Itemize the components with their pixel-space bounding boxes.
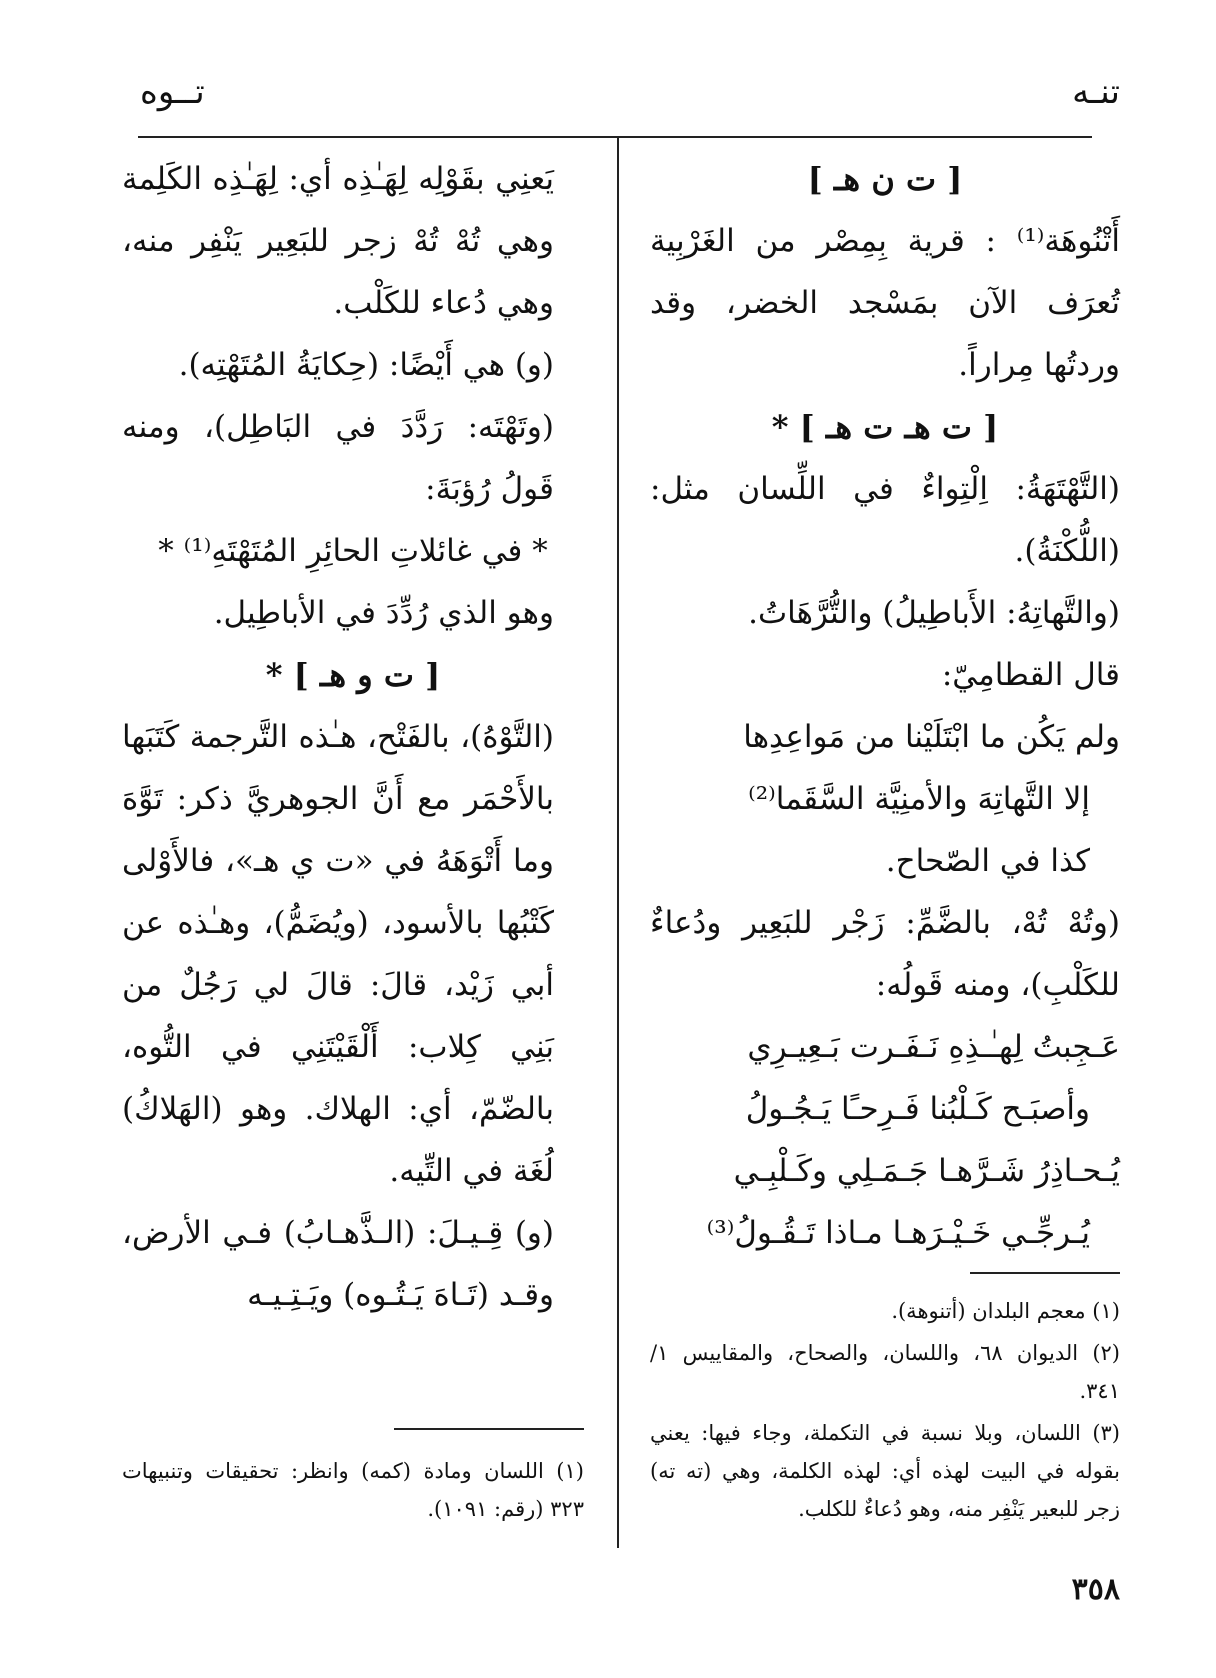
entry-dhahab: (و) قِـيـلَ: (الـذَّهـابُ) فـي الأرض، وقـد (تَـاهَ يَـتُـوه) ويَـتِـيـه [122, 1215, 554, 1313]
column-divider [617, 138, 619, 1548]
entry-tuh-tuh: (وتُهْ تُهْ، بالضَّمِّ: زَجْر للبَعِير ودُعاءٌ للكَلْبِ)، ومنه قَولُه: [650, 905, 1120, 1003]
footnote: (٣) اللسان، وبلا نسبة في التكملة، وجاء فيها: يعني بقوله في البيت لهذه أي: لهذه الكلمة، وهي (ته ته) زجر للبعير يَنْفِر منه، وهو دُعاءٌ للكلب. [650, 1421, 1120, 1521]
verse-line: عَـجِبتُ لِهـٰـذِهِ نَـفَـرت بَـعِيـرِي [747, 1029, 1120, 1065]
running-header-right: تنـه [1072, 72, 1120, 112]
verse-line: يُـرجِّـي خَـيْـرَهـا مـاذا تَـقُـولُ⁽³⁾ [706, 1215, 1090, 1251]
entry-hikaya: (و) هي أَيْضًا: (حِكايَةُ المُتَهْتِه). [178, 347, 554, 383]
verse-line: يُـحـاذِرُ شَـرَّهـا جَـمَـلِي وكَـلْبِـي [733, 1153, 1120, 1189]
quote-intro-qutami: قال القطامِيّ: [941, 657, 1120, 693]
headword-twh: [ ت و هـ ] * [265, 656, 441, 694]
header-rule [138, 136, 1092, 138]
footnote-rule-right [970, 1272, 1120, 1274]
entry-tahtaha: (التَّهْتَهَةُ: اِلْتِواءٌ في اللِّسان مثل: (اللُّكْنَةُ). [650, 471, 1120, 569]
page-number: ٣٥٨ [1071, 1572, 1120, 1607]
entry-atnuha: أَتْنُوهَة⁽¹⁾ : قرية بِمِصْر من الغَرْبِية تُعرَف الآن بمَسْجد الخضر، وقد وردتُها مِراراً. [650, 223, 1120, 383]
running-header-left: تــوه [140, 72, 205, 112]
footnotes-right [650, 1292, 1120, 1532]
headword-th-th: [ ت هـ ت هـ ] * [771, 408, 999, 446]
entry-tahtah: (وتَهْتَه: رَدَّدَ في البَاطِل)، ومنه قَولُ رُؤبَةَ: [122, 409, 554, 507]
verse-line: ولم يَكُن ما ابْتَلَيْنا من مَواعِدِها [743, 719, 1120, 755]
verse-explanation: وهو الذي رُدِّدَ في الأباطِيل. [213, 595, 554, 631]
footnote: (٢) الديوان ٦٨، واللسان، والصحاح، والمقاييس ١/ ٣٤١. [650, 1341, 1120, 1403]
right-column [650, 148, 1120, 1264]
footnote-rule-left [394, 1428, 584, 1430]
verse-ruba: * في غائلاتِ الحائِرِ المُتَهْتَهِ⁽¹⁾ * [158, 533, 548, 569]
verse-line: إلا التَّهاتِهَ والأمنِيَّة السَّقَما⁽²⁾ [748, 781, 1090, 817]
entry-tahatih: (والتَّهاتِهُ: الأَباطِيلُ) والتُّرَّهَاتُ. [748, 595, 1120, 631]
source-note: كذا في الصّحاح. [885, 843, 1090, 879]
headword-tnh: [ ت ن هـ ] [807, 160, 963, 198]
footnote: (١) معجم البلدان (أتنوهة). [891, 1299, 1120, 1323]
left-column [122, 148, 584, 1326]
footnote: (١) اللسان ومادة (كمه) وانظر: تحقيقات وتنبيهات ٣٢٣ (رقم: ١٠٩١). [122, 1459, 584, 1521]
entry-tawh: (التَّوْهُ)، بالفَتْح، هـٰذه التَّرجمة كَتَبَها بالأَحْمَر مع أَنَّ الجوهريَّ ذكر: تَوَّهَ وما أَتْوَهَهُ في «ت ي هـ»، فالأَوْلى كَتْبُها بالأسود، (ويُضَمُّ)، وهـٰذه عن أبي زَيْد، قالَ: قالَ لي رَجُلٌ من بَنِي كِلاب: أَلْقَيْتَنِي في التُّوه، بالضّمّ، أي: الهلاك. وهو (الهَلاكُ) لُغَة في التِّيه. [122, 719, 554, 1189]
verse-line: وأصبَـح كَـلْبُنا فَـرِحـًا يَـجُـولُ [745, 1091, 1090, 1127]
footnotes-left [122, 1452, 584, 1532]
commentary-paragraph: يَعنِي بقَوْلِه لِهَـٰذِه أي: لِهَـٰذِه الكَلِمة وهي تُهْ تُهْ زجر للبَعِير يَنْفِر منه، وهي دُعاء للكَلْب. [122, 161, 554, 321]
